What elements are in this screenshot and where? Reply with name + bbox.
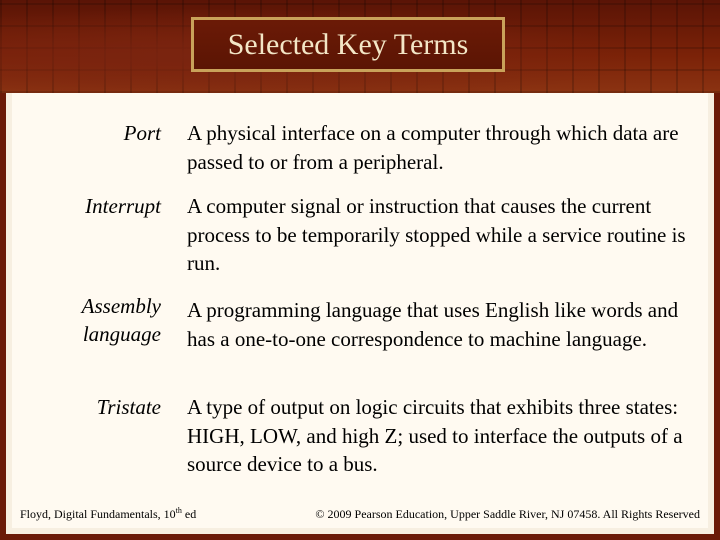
footer-citation-text: Floyd, Digital Fundamentals, 10 (20, 507, 176, 521)
footer-citation (20, 507, 196, 522)
term-assembly-language (82, 292, 161, 348)
term-interrupt: Interrupt (85, 194, 161, 218)
definition-interrupt: A computer signal or instruction that causes the current process to be temporarily stopped while a service routine is run. (187, 194, 686, 275)
term-assembly-line1: Assembly (81, 294, 161, 318)
slide-title: Selected Key Terms (227, 27, 469, 61)
footer-copyright: © 2009 Pearson Education, Upper Saddle River, NJ 07458. All Rights Reserved (315, 507, 700, 521)
term-port: Port (123, 121, 161, 145)
footer-citation-suffix: ed (181, 507, 197, 521)
definition-tristate: A type of output on logic circuits that exhibits three states: HIGH, LOW, and high Z; used to interface the outputs of a source device to a bus. (187, 395, 683, 476)
footer-citation-superscript: th (175, 506, 182, 515)
term-assembly-line2: language (82, 322, 161, 346)
title-box (191, 17, 505, 72)
term-tristate: Tristate (96, 395, 161, 419)
definition-assembly-language: A programming language that uses English like words and has a one-to-one correspondence to machine language. (187, 298, 679, 351)
definition-port: A physical interface on a computer through which data are passed to or from a peripheral. (187, 121, 679, 174)
slide-header (0, 0, 720, 93)
